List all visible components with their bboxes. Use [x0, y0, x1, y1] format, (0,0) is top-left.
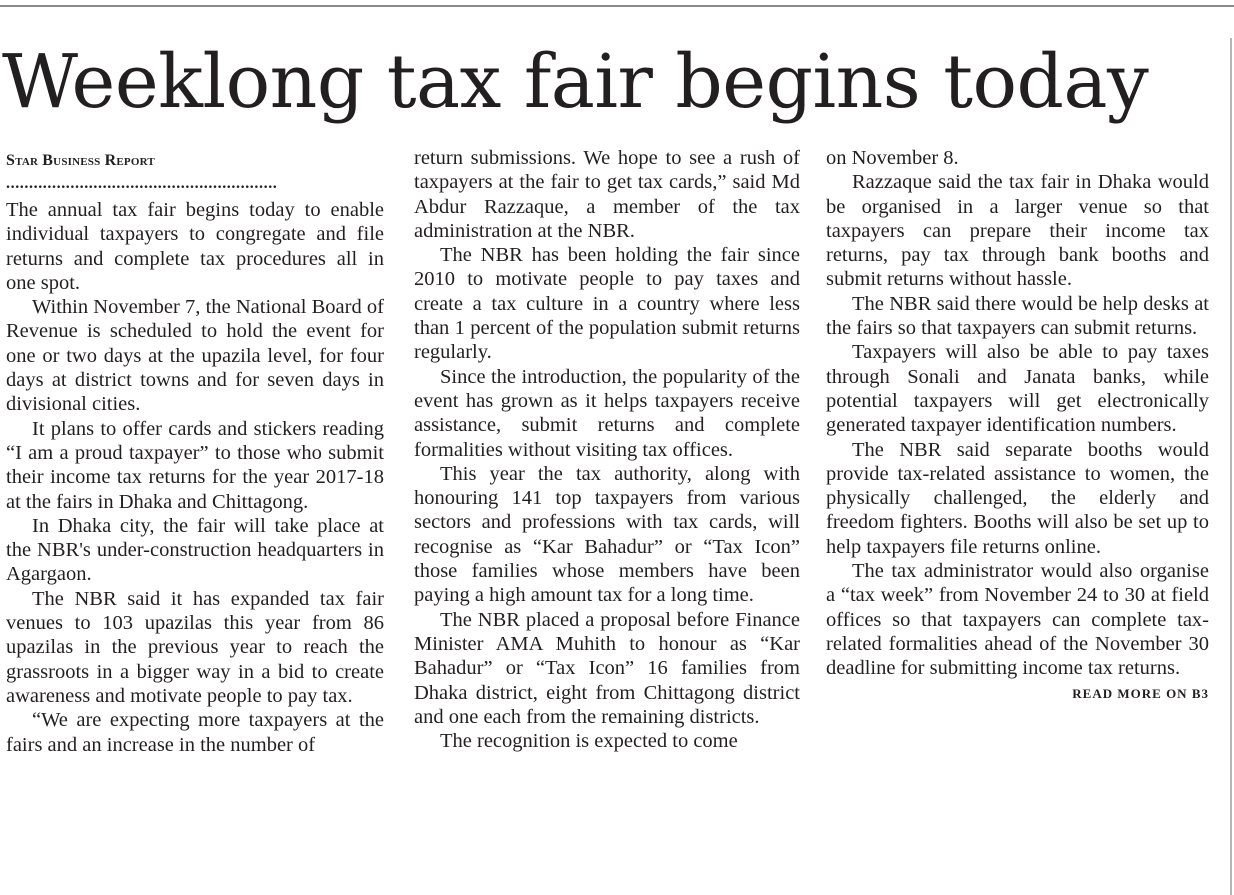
paragraph: Taxpayers will also be able to pay taxes through Sonali and Janata banks, while potential taxpayers will get electronically generated taxpayer identification numbers.: [826, 341, 1209, 437]
top-rule: [0, 5, 1234, 7]
paragraph: The tax administrator would also organise a “tax week” from November 24 to 30 at field offices so that taxpayers can complete tax-related formalities ahead of the November 30 deadline for submitting income tax returns.: [826, 560, 1209, 680]
paragraph: The NBR placed a proposal before Finance Minister AMA Muhith to honour as “Kar Bahadur” or “Tax Icon” 16 families from Dhaka district, eight from Chittagong district and one each from the remaining districts.: [414, 608, 800, 728]
article-column-3: [826, 146, 1209, 705]
paragraph: This year the tax authority, along with honouring 141 top taxpayers from various sectors and professions with tax cards, will recognise as “Kar Bahadur” or “Tax Icon” those families whose members have been paying a high amount tax for a long time.: [414, 462, 800, 607]
paragraph: It plans to offer cards and stickers reading “I am a proud taxpayer” to those who submit their income tax returns for the year 2017-18 at the fairs in Dhaka and Chittagong.: [6, 417, 384, 513]
read-more-link[interactable]: READ MORE ON B3: [1072, 685, 1209, 701]
article-column-2: [414, 146, 800, 753]
paragraph: The NBR said separate booths would provide tax-related assistance to women, the physically challenged, the elderly and freedom fighters. Booths will also be set up to help taxpayers file returns online.: [826, 438, 1209, 558]
dotted-separator: ...........................................................: [6, 176, 278, 192]
paragraph: In Dhaka city, the fair will take place at the NBR's under-construction headquarters in Agargaon.: [6, 514, 384, 586]
paragraph: return submissions. We hope to see a rush of taxpayers at the fair to get tax cards,” said Md Abdur Razzaque, a member of the tax administration at the NBR.: [414, 147, 800, 242]
byline: Star Business Report: [6, 152, 155, 169]
paragraph: “We are expecting more taxpayers at the fairs and an increase in the number of: [6, 709, 384, 756]
column-rule: [1230, 38, 1232, 895]
article-column-1: [6, 146, 384, 757]
paragraph: Within November 7, the National Board of Revenue is scheduled to hold the event for one or two days at the upazila level, for four days at district towns and for seven days in divisional cities.: [6, 296, 384, 416]
paragraph: Since the introduction, the popularity of the event has grown as it helps taxpayers receive assistance, submit returns and complete formalities without visiting tax offices.: [414, 365, 800, 461]
paragraph: on November 8.: [826, 147, 959, 169]
headline: Weeklong tax fair begins today: [2, 39, 1149, 125]
paragraph: The annual tax fair begins today to enable individual taxpayers to congregate and file returns and complete tax procedures all in one spot.: [6, 199, 384, 294]
paragraph: The NBR said it has expanded tax fair venues to 103 upazilas this year from 86 upazilas in the previous year to reach the grassroots in a bigger way in a bid to create awareness and motivate people to pay tax.: [6, 587, 384, 707]
paragraph: Razzaque said the tax fair in Dhaka would be organised in a larger venue so that taxpayers can prepare their income tax returns, pay tax through bank booths and submit returns without hassle.: [826, 171, 1209, 291]
paragraph: The NBR has been holding the fair since 2010 to motivate people to pay taxes and create a tax culture in a country where less than 1 percent of the population submit returns regularly.: [414, 244, 800, 364]
paragraph: The NBR said there would be help desks at the fairs so that taxpayers can submit returns.: [826, 292, 1209, 340]
paragraph: The recognition is expected to come: [440, 730, 738, 753]
